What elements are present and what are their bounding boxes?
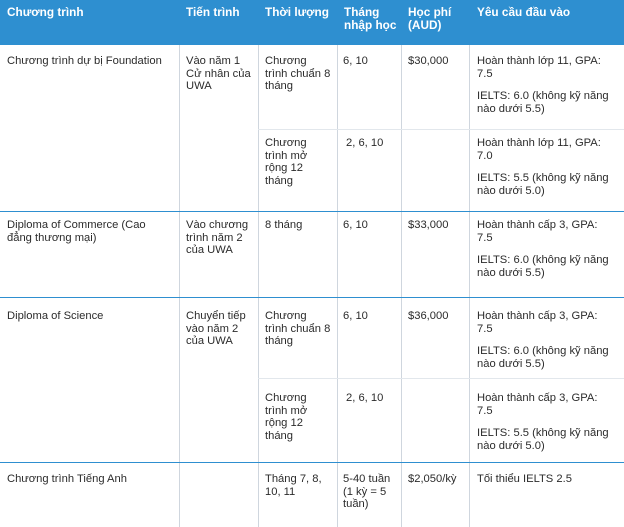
table-cell-duration: Chương trình mở rộng 12 tháng — [265, 137, 308, 187]
requirement-academic: Hoàn thành cấp 3, GPA: 7.5 — [477, 392, 598, 417]
table-cell-program: Diploma of Science — [7, 310, 104, 322]
table-cell-intake: 6, 10 — [343, 219, 368, 231]
table-cell-program: Chương trình Tiếng Anh — [7, 473, 127, 485]
table-cell-intake: 2, 6, 10 — [346, 137, 384, 149]
header-requirements: Yêu cầu đầu vào — [477, 5, 571, 19]
sub-row-divider — [258, 129, 624, 130]
table-cell-duration: 8 tháng — [265, 219, 303, 231]
table-cell-requirements — [477, 310, 615, 370]
requirement-academic: Hoàn thành lớp 11, GPA: 7.5 — [477, 55, 601, 80]
table-cell-intake: 5-40 tuần (1 kỳ = 5 tuần) — [343, 473, 391, 511]
table-cell-pathway: Vào chương trình năm 2 của UWA — [186, 219, 249, 257]
table-cell-intake: 6, 10 — [343, 55, 368, 67]
table-cell-program: Chương trình dự bị Foundation — [7, 55, 162, 67]
row-divider — [0, 462, 624, 463]
header-fee: Học phí (AUD) — [408, 5, 452, 32]
requirement-english: IELTS: 5.5 (không kỹ năng nào dưới 5.0) — [477, 427, 609, 452]
header-program: Chương trình — [7, 5, 84, 19]
requirement-english: IELTS: 5.5 (không kỹ năng nào dưới 5.0) — [477, 172, 609, 197]
table-cell-program: Diploma of Commerce (Cao đẳng thương mại) — [7, 219, 146, 244]
table-cell-pathway: Vào năm 1 Cử nhân của UWA — [186, 55, 251, 93]
sub-row-divider — [258, 378, 624, 379]
table-cell-fee: $30,000 — [408, 55, 449, 67]
row-divider — [0, 211, 624, 212]
table-cell-pathway: Chuyển tiếp vào năm 2 của UWA — [186, 310, 246, 348]
column-divider — [401, 45, 402, 527]
row-divider — [0, 297, 624, 298]
column-divider — [469, 45, 470, 527]
table-cell-requirements — [477, 137, 615, 197]
requirement-english: IELTS: 6.0 (không kỹ năng nào dưới 5.5) — [477, 345, 609, 370]
table-cell-duration: Chương trình chuẩn 8 tháng — [265, 55, 331, 93]
table-cell-fee: $33,000 — [408, 219, 449, 231]
header-intake: Tháng nhập học — [344, 5, 397, 32]
requirement-academic: Hoàn thành lớp 11, GPA: 7.0 — [477, 137, 601, 162]
table-cell-intake: 6, 10 — [343, 310, 368, 322]
header-duration: Thời lượng — [265, 5, 329, 19]
table-cell-duration: Tháng 7, 8, 10, 11 — [265, 473, 322, 498]
table-cell-requirements — [477, 473, 615, 486]
table-cell-requirements — [477, 219, 609, 279]
table-cell-fee: $36,000 — [408, 310, 449, 322]
requirement-academic: Tối thiểu IELTS 2.5 — [477, 473, 572, 485]
table-cell-fee: $2,050/kỳ — [408, 473, 457, 485]
table-cell-duration: Chương trình chuẩn 8 tháng — [265, 310, 331, 348]
column-divider — [337, 45, 338, 527]
header-pathway: Tiến trình — [186, 5, 240, 19]
requirement-academic: Hoàn thành cấp 3, GPA: 7.5 — [477, 219, 598, 244]
requirement-english: IELTS: 6.0 (không kỹ năng nào dưới 5.5) — [477, 254, 609, 279]
column-divider — [258, 45, 259, 527]
table-cell-requirements — [477, 55, 615, 115]
table-cell-duration: Chương trình mở rộng 12 tháng — [265, 392, 308, 442]
requirement-english: IELTS: 6.0 (không kỹ năng nào dưới 5.5) — [477, 90, 609, 115]
table-cell-requirements — [477, 392, 615, 452]
column-divider — [179, 45, 180, 527]
table-cell-intake: 2, 6, 10 — [346, 392, 384, 404]
requirement-academic: Hoàn thành cấp 3, GPA: 7.5 — [477, 310, 598, 335]
